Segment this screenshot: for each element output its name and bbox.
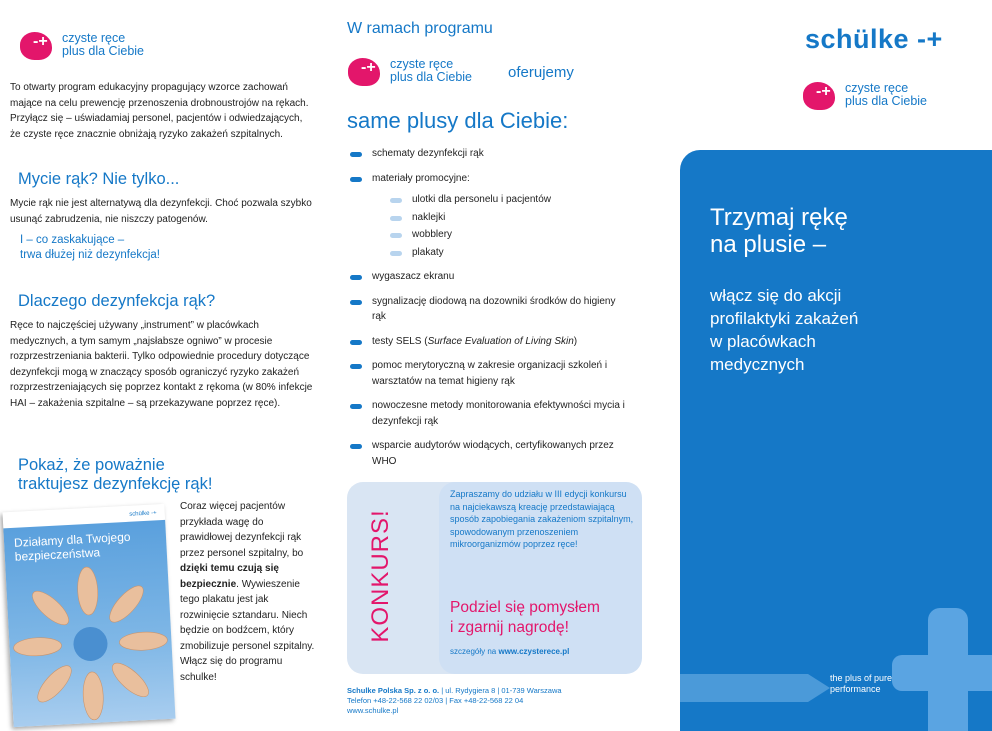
sub-list-item: [390, 192, 650, 208]
cover-title-line1: Trzymaj rękę: [710, 204, 848, 231]
heading-pokaz-line1: Pokaż, że poważnie: [18, 456, 165, 474]
pokaz-text-c: . Wywieszenie tego plakatu jest jak rozwinięcie sztandaru. Niech będzie on bodźcem, który zmobilizuje personel szpitalny. Włącz się do programu schulke!: [180, 578, 315, 683]
logo-line1: czyste ręce: [845, 81, 909, 95]
list-item-text: materiały promocyjne:: [372, 172, 470, 184]
dlaczego-paragraph: Ręce to najczęściej używany „instrument” w placówkach medycznych, a tym samym „najsłabsze ogniwo” w procesie rozprzestrzeniania bakterii. Tylko odpowiednie procedury dotyczące dezynfekcji mogą w znaczący sposób ograniczyć ryzyko zakażeń rozprzestrzeniających się poprzez kontakt z rękoma (w 80% infekcje HAI – zakażenia szpitalne – są przekazywane poprzez ręce).: [10, 320, 313, 409]
heading-same-plusy: same plusy dla Ciebie:: [347, 108, 569, 133]
sub-list-item-text: plakaty: [412, 246, 444, 258]
hand-plus-icon: -+: [803, 80, 839, 110]
logo-line2: plus dla Ciebie: [390, 70, 472, 84]
cover-subtitle-line1: włącz się do akcji: [710, 286, 842, 305]
contest-text: Zapraszamy do udziału w III edycji konkursu na najciekawszą kreację przedstawiającą sposób zapobiegania zakażeniom szpitalnym, spowodowanym przenoszeniem mikroorganizmów poprzez ręce!: [450, 489, 634, 549]
cover-title: [710, 204, 848, 258]
heading-mycie: Mycie rąk? Nie tylko...: [18, 170, 180, 188]
sub-list-item: [390, 227, 650, 243]
poster-title-line1: Działamy dla Twojego: [13, 529, 131, 550]
surprise-note: [20, 233, 160, 263]
heading-pokaz: [18, 456, 212, 494]
sub-list-item-text: wobblery: [412, 229, 453, 240]
hand-plus-icon: -+: [348, 56, 384, 86]
intro-paragraph: To otwarty program edukacyjny propagujący wzorce zachowań mające na celu prewencję przenoszenia drobnoustrojów na rękach. Przyłącz się – uświadamiaj personel, pacjentów i odwiedzających, że czyste ręce znacznie obniżają ryzyko zakażeń szpitalnych.: [10, 82, 309, 140]
heading-w-ramach: W ramach programu: [347, 20, 493, 37]
list-item-text: schematy dezynfekcji rąk: [372, 148, 484, 159]
cover-title-line2: na plusie –: [710, 231, 827, 258]
list-item-text: wygaszacz ekranu: [372, 271, 455, 282]
poster-title-line2: bezpieczeństwa: [14, 545, 101, 564]
czyste-rece-logo-right: [803, 80, 927, 110]
list-item-text: nowoczesne metody monitorowania efektywności mycia i dezynfekcji rąk: [372, 400, 625, 427]
cover-subtitle-line4: medycznych: [710, 355, 805, 374]
mycie-paragraph: Mycie rąk nie jest alternatywą dla dezynfekcji. Choć pozwala szybko usunąć zabrudzenia, nie niszczy patogenów.: [10, 198, 312, 225]
tagline-line2: performance: [830, 684, 881, 694]
schulke-brand-logo: schülke -+: [805, 24, 943, 54]
contest-details: [450, 647, 569, 656]
cover-blue-panel: [680, 150, 992, 731]
logo-line2: plus dla Ciebie: [845, 94, 927, 108]
contest-cta-line1: Podziel się pomysłem: [450, 599, 600, 616]
logo-line1: czyste ręce: [390, 57, 454, 71]
czyste-rece-logo: [20, 30, 144, 60]
sub-list-item: [390, 210, 650, 226]
sels-close: ): [573, 335, 578, 347]
list-item-text: wsparcie audytorów wiodących, certyfikowanych przez WHO: [372, 440, 614, 467]
pokaz-text-a: Coraz więcej pacjentów przykłada wagę do prawidłowej dezynfekcji rąk przez personel szpitalny, bo: [180, 501, 304, 559]
sels-italic: Surface Evaluation of Living Skin: [427, 335, 574, 347]
sub-list-item-text: naklejki: [412, 211, 446, 223]
middle-panel: [330, 0, 660, 731]
logo-line1: czyste ręce: [62, 31, 126, 45]
logo-line2: plus dla Ciebie: [62, 44, 144, 58]
offer-list: [350, 146, 650, 478]
hand-plus-icon: -+: [20, 30, 56, 60]
list-item: [350, 358, 650, 389]
list-item: [350, 269, 650, 285]
company-phones: Telefon +48-22-568 22 02/03 | Fax +48-22-568 22 04: [347, 696, 524, 705]
list-item-text: pomoc merytoryczną w zakresie organizacji szkoleń i warsztatów na temat higieny rąk: [372, 360, 608, 387]
contest-details-link[interactable]: www.czysterece.pl: [498, 647, 570, 656]
sub-list-item-text: ulotki dla personelu i pacjentów: [412, 194, 551, 205]
contest-cta-line2: i zgarnij nagrodę!: [450, 619, 569, 636]
poster-brand: schülke -+: [129, 510, 157, 518]
list-item: [350, 294, 650, 325]
list-item: [350, 398, 650, 429]
cover-subtitle-line2: profilaktyki zakażeń: [710, 309, 859, 328]
tagline: [830, 673, 892, 695]
list-item-text: sygnalizację diodową na dozowniki środków do higieny rąk: [372, 295, 616, 322]
czyste-rece-logo-mid: [348, 56, 472, 86]
right-panel: [660, 0, 992, 731]
list-item-text: testy SELS (: [372, 335, 428, 347]
surprise-line1: I – co zaskakujące –: [20, 234, 125, 246]
heading-pokaz-line2: traktujesz dezynfekcję rąk!: [18, 475, 213, 493]
arrow-decoration: [808, 674, 830, 702]
cover-subtitle: [710, 284, 858, 376]
contest-cta: [450, 598, 600, 638]
list-item: [350, 438, 650, 469]
hands-circle-icon: [6, 562, 176, 727]
sub-list-item: [390, 245, 650, 261]
list-item: [350, 171, 650, 261]
list-item: [350, 146, 650, 162]
poster-image: [2, 504, 175, 727]
pokaz-paragraph: [180, 499, 315, 685]
company-footer: [347, 686, 562, 716]
heading-dlaczego: Dlaczego dezynfekcja rąk?: [18, 292, 216, 310]
company-name: Schulke Polska Sp. z o. o.: [347, 686, 440, 695]
left-panel: [0, 0, 330, 731]
sub-list: [390, 192, 650, 260]
company-address: | ul. Rydygiera 8 | 01-739 Warszawa: [439, 686, 562, 695]
list-item: [350, 334, 650, 350]
company-website[interactable]: www.schulke.pl: [347, 706, 399, 715]
tagline-line1: the plus of pure: [830, 673, 893, 683]
contest-details-prefix: szczegóły na: [450, 647, 499, 656]
pokaz-text-bold: dzięki temu czują się bezpiecznie: [180, 563, 279, 590]
cover-subtitle-line3: w placówkach: [710, 332, 816, 351]
contest-box: [347, 482, 642, 674]
oferujemy-label: oferujemy: [508, 64, 574, 81]
surprise-line2: trwa dłużej niż dezynfekcja!: [20, 249, 160, 261]
konkurs-vertical-label: KONKURS!: [367, 509, 394, 643]
